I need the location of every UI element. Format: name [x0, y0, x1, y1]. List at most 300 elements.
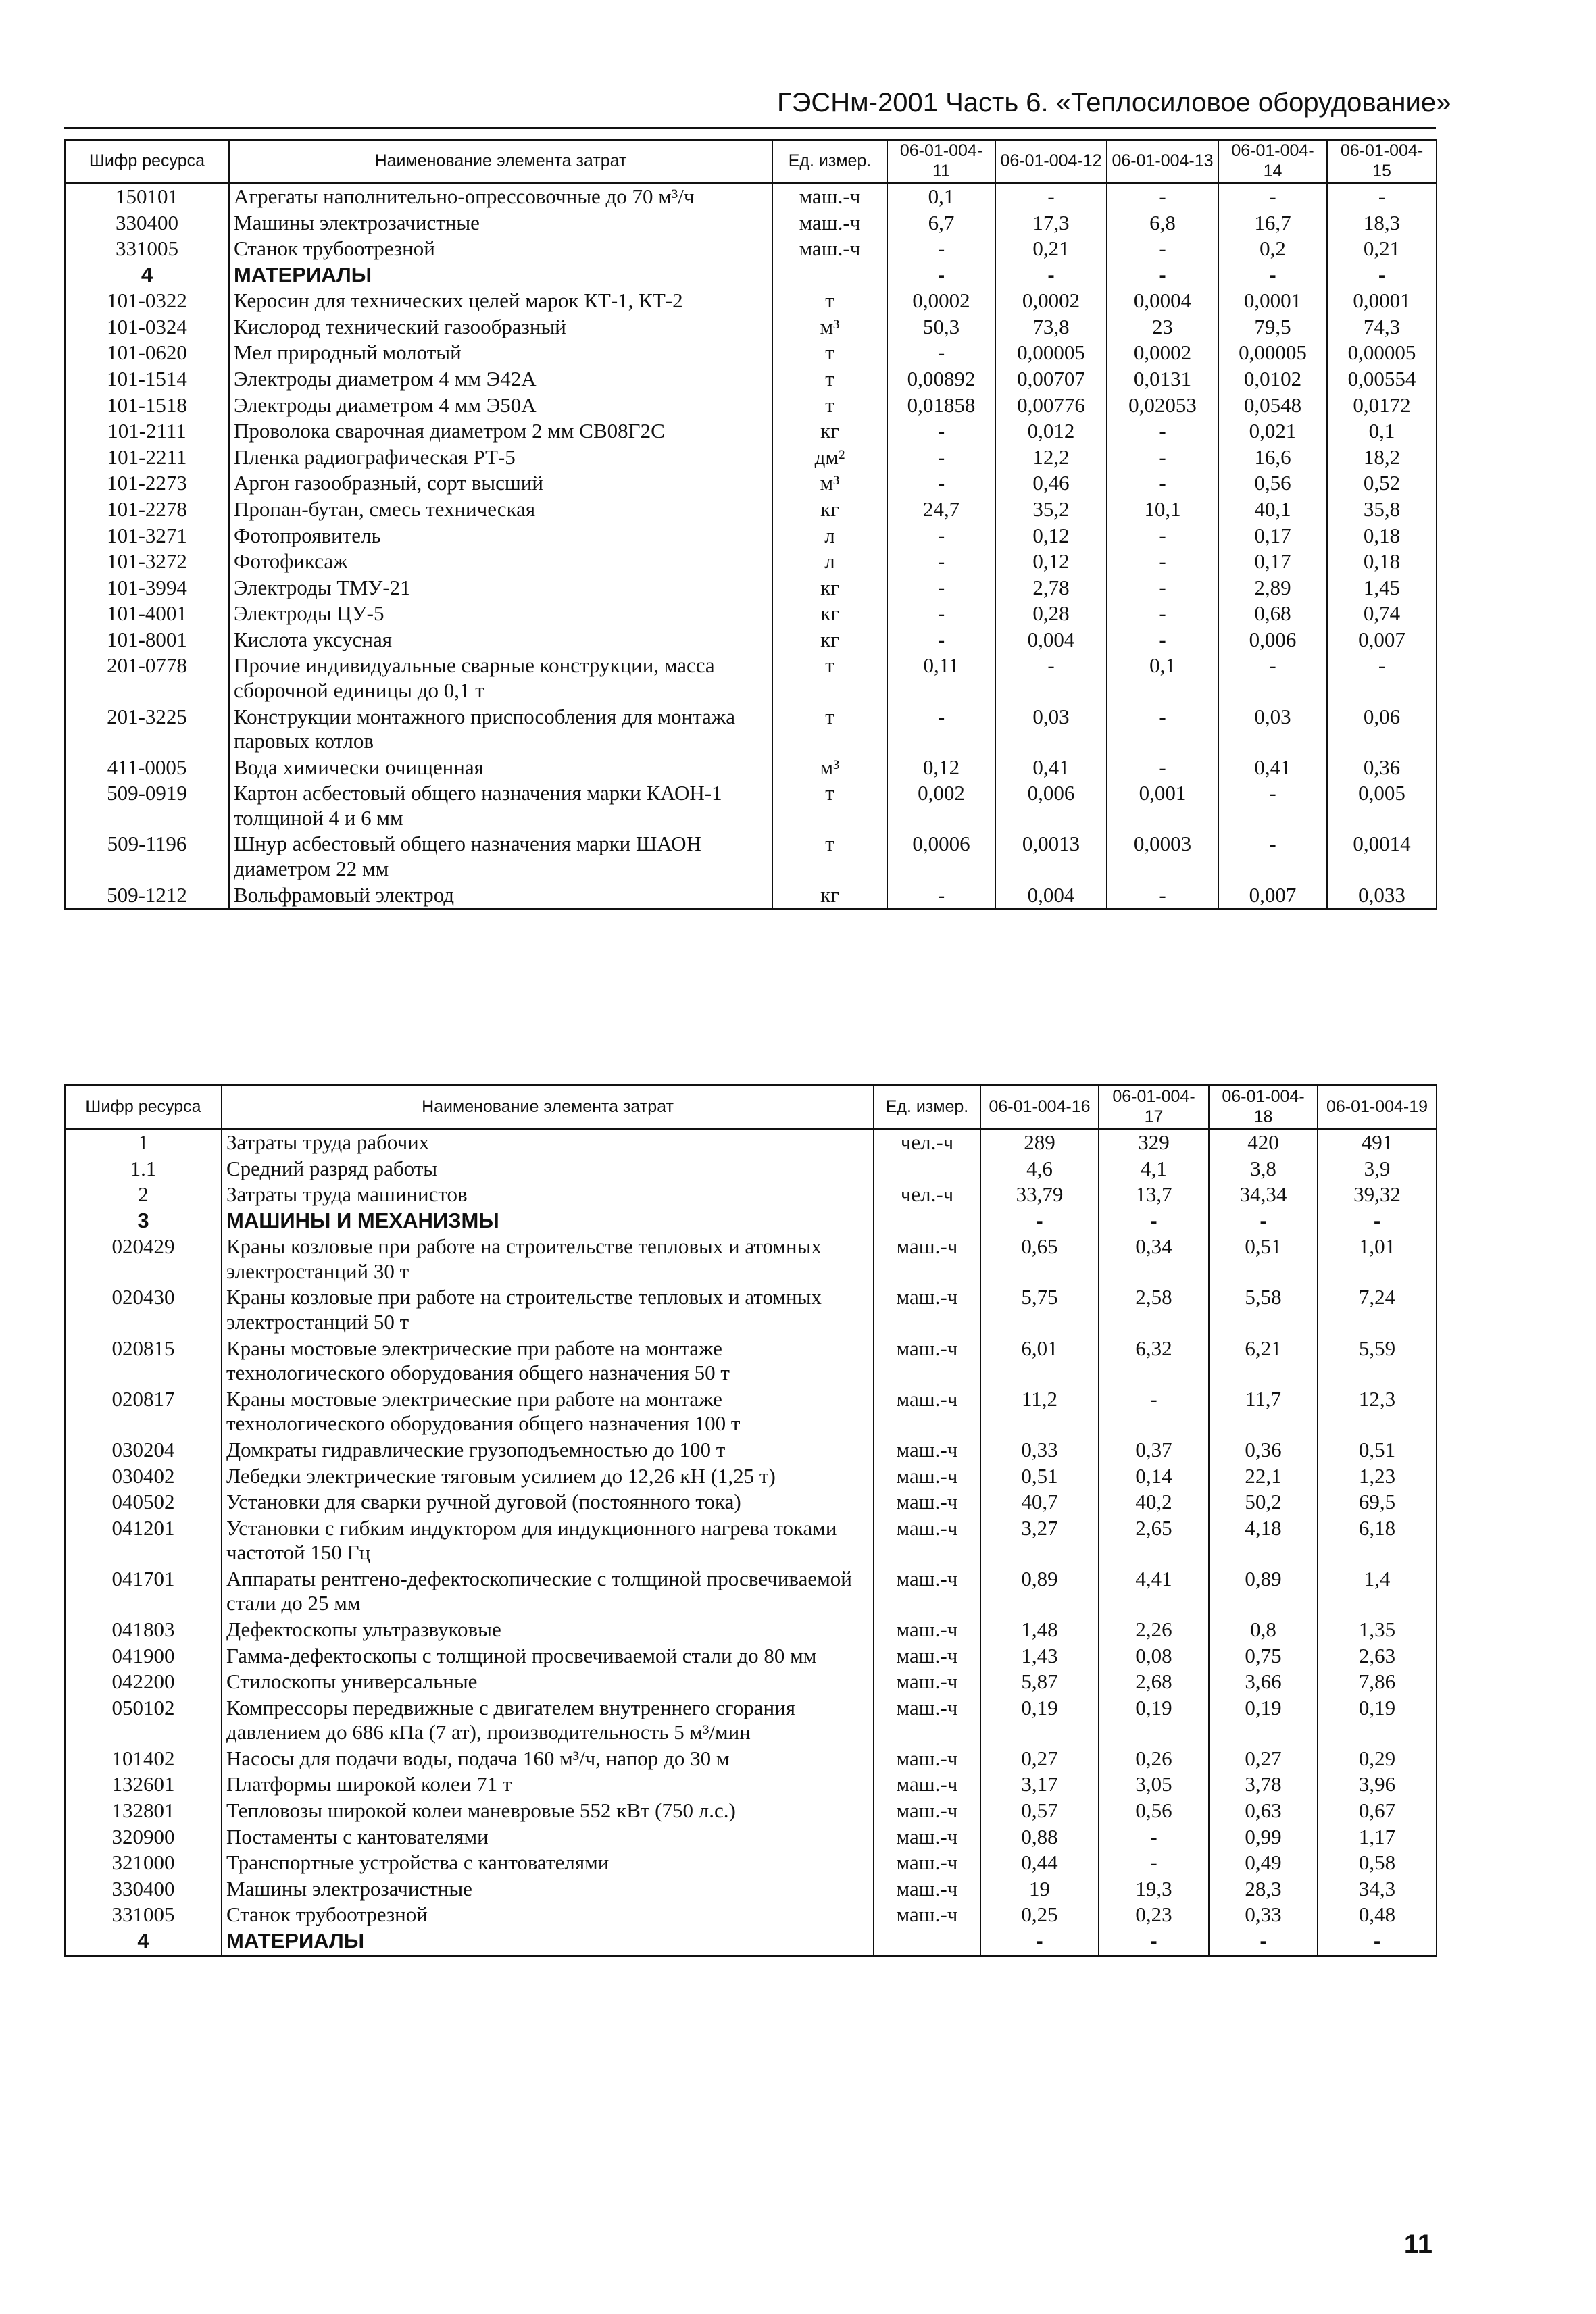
unit-cell: маш.-ч	[874, 1902, 980, 1928]
norm-value-cell: 0,002	[887, 780, 995, 831]
unit-cell: маш.-ч	[874, 1617, 980, 1643]
cost-element-name-cell: Компрессоры передвижные с двигателем внутреннего сгорания давлением до 686 кПа (7 ат), производительность 5 м³/мин	[222, 1695, 874, 1746]
unit-cell: кг	[772, 882, 887, 909]
cost-element-name-cell: Проволока сварочная диаметром 2 мм СВ08Г2С	[229, 418, 772, 445]
norm-value-cell: -	[1107, 549, 1218, 575]
norm-value-cell: 0,033	[1327, 882, 1437, 909]
table-row	[65, 1902, 1437, 1928]
resource-code-cell: 101402	[65, 1746, 222, 1772]
norm-value-cell: 4,18	[1209, 1515, 1318, 1566]
norm-value-cell: 0,51	[1318, 1437, 1437, 1463]
table-row	[65, 1234, 1437, 1284]
norm-value-cell: 3,9	[1318, 1156, 1437, 1182]
unit-cell: маш.-ч	[874, 1643, 980, 1669]
table-row	[65, 183, 1437, 210]
table-header-row	[65, 140, 1437, 183]
norm-value-cell: 0,23	[1099, 1902, 1209, 1928]
col-header-norm-code: 06-01-004-12	[995, 140, 1107, 183]
norm-value-cell: 0,46	[995, 470, 1107, 497]
unit-cell: маш.-ч	[874, 1386, 980, 1437]
norm-value-cell: -	[1107, 236, 1218, 262]
resource-code-cell: 020429	[65, 1234, 222, 1284]
page-number: 11	[1403, 2230, 1432, 2259]
norm-value-cell: 0,0003	[1107, 831, 1218, 882]
resource-code-cell: 020815	[65, 1336, 222, 1386]
norm-value-cell: 0,00892	[887, 366, 995, 393]
resource-code-cell: 509-0919	[65, 780, 229, 831]
norm-value-cell: -	[1327, 653, 1437, 703]
norm-value-cell: -	[980, 1928, 1099, 1955]
norm-value-cell: 39,32	[1318, 1182, 1437, 1208]
norm-value-cell: -	[1107, 601, 1218, 627]
norm-value-cell: 6,18	[1318, 1515, 1437, 1566]
table-row	[65, 1566, 1437, 1617]
norm-value-cell: 11,2	[980, 1386, 1099, 1437]
norm-value-cell: -	[1327, 262, 1437, 288]
cost-element-name-cell: Электроды ЦУ-5	[229, 601, 772, 627]
unit-cell: маш.-ч	[874, 1850, 980, 1876]
norm-value-cell: 40,1	[1218, 497, 1327, 523]
unit-cell	[772, 262, 887, 288]
table-row	[65, 601, 1437, 627]
norm-value-cell: 0,0002	[887, 288, 995, 314]
norm-value-cell: 0,0172	[1327, 393, 1437, 419]
resource-code-cell: 2	[65, 1182, 222, 1208]
norm-value-cell: 0,52	[1327, 470, 1437, 497]
norm-value-cell: 7,86	[1318, 1669, 1437, 1695]
table-row	[65, 1746, 1437, 1772]
norm-value-cell: 3,96	[1318, 1771, 1437, 1798]
norm-value-cell: 0,21	[995, 236, 1107, 262]
norm-value-cell: 0,26	[1099, 1746, 1209, 1772]
table-row	[65, 470, 1437, 497]
norm-value-cell: 0,012	[995, 418, 1107, 445]
norm-value-cell: 0,1	[1107, 653, 1218, 703]
cost-element-name-cell: Пленка радиографическая РТ-5	[229, 445, 772, 471]
norm-value-cell: 0,18	[1327, 549, 1437, 575]
norm-value-cell: -	[1099, 1208, 1209, 1234]
norm-value-cell: 0,006	[995, 780, 1107, 831]
norm-value-cell: 1,01	[1318, 1234, 1437, 1284]
cost-element-name-cell: МАТЕРИАЛЫ	[222, 1928, 874, 1955]
norm-value-cell: -	[1107, 445, 1218, 471]
cost-element-name-cell: Гамма-дефектоскопы с толщиной просвечиваемой стали до 80 мм	[222, 1643, 874, 1669]
norm-value-cell: -	[887, 262, 995, 288]
norm-value-cell: 11,7	[1209, 1386, 1318, 1437]
norm-value-cell: 0,005	[1327, 780, 1437, 831]
col-header-resource-code: Шифр ресурса	[65, 1086, 222, 1129]
resource-code-cell: 050102	[65, 1695, 222, 1746]
norm-value-cell: 0,00776	[995, 393, 1107, 419]
norm-value-cell: 6,21	[1209, 1336, 1318, 1386]
norm-value-cell: -	[1209, 1928, 1318, 1955]
table-row	[65, 1643, 1437, 1669]
norm-value-cell: 0,0004	[1107, 288, 1218, 314]
resource-code-cell: 041701	[65, 1566, 222, 1617]
norm-value-cell: 0,33	[1209, 1902, 1318, 1928]
unit-cell: кг	[772, 497, 887, 523]
norm-value-cell: -	[887, 523, 995, 549]
unit-cell: маш.-ч	[874, 1746, 980, 1772]
norm-value-cell: 50,2	[1209, 1489, 1318, 1515]
cost-element-name-cell: Кислород технический газообразный	[229, 314, 772, 341]
unit-cell: т	[772, 366, 887, 393]
table-row	[65, 1156, 1437, 1182]
table-row	[65, 236, 1437, 262]
cost-element-name-cell: Прочие индивидуальные сварные конструкции, масса сборочной единицы до 0,1 т	[229, 653, 772, 703]
norm-value-cell: 2,63	[1318, 1643, 1437, 1669]
table-row	[65, 340, 1437, 366]
cost-element-name-cell: Станок трубоотрезной	[222, 1902, 874, 1928]
norm-value-cell: 74,3	[1327, 314, 1437, 341]
cost-element-name-cell: Вольфрамовый электрод	[229, 882, 772, 909]
norm-value-cell: 18,2	[1327, 445, 1437, 471]
norm-value-cell: -	[1327, 183, 1437, 210]
table-row	[65, 366, 1437, 393]
unit-cell: маш.-ч	[874, 1336, 980, 1386]
norm-value-cell: 0,006	[1218, 627, 1327, 653]
table-row	[65, 882, 1437, 909]
norm-value-cell: -	[1099, 1386, 1209, 1437]
table-row	[65, 627, 1437, 653]
resource-code-cell: 509-1212	[65, 882, 229, 909]
table-row	[65, 1798, 1437, 1824]
unit-cell: т	[772, 704, 887, 755]
norm-value-cell: 4,1	[1099, 1156, 1209, 1182]
col-header-norm-code: 06-01-004-14	[1218, 140, 1327, 183]
col-header-norm-code: 06-01-004-17	[1099, 1086, 1209, 1129]
norm-value-cell: 0,12	[995, 549, 1107, 575]
resource-code-cell: 041900	[65, 1643, 222, 1669]
norm-value-cell: 0,19	[1209, 1695, 1318, 1746]
norm-value-cell: 34,34	[1209, 1182, 1318, 1208]
norm-value-cell: 0,0102	[1218, 366, 1327, 393]
norm-value-cell: 6,8	[1107, 210, 1218, 236]
header-rule	[64, 127, 1436, 129]
table-row	[65, 445, 1437, 471]
unit-cell: т	[772, 780, 887, 831]
resource-code-cell: 041803	[65, 1617, 222, 1643]
unit-cell: чел.-ч	[874, 1129, 980, 1156]
norm-value-cell: 3,05	[1099, 1771, 1209, 1798]
cost-element-name-cell: Аргон газообразный, сорт высший	[229, 470, 772, 497]
table-row	[65, 393, 1437, 419]
norm-value-cell: 4,6	[980, 1156, 1099, 1182]
norm-value-cell: 0,03	[995, 704, 1107, 755]
norm-value-cell: 0,001	[1107, 780, 1218, 831]
resource-code-cell: 321000	[65, 1850, 222, 1876]
resource-code-cell: 020817	[65, 1386, 222, 1437]
unit-cell: чел.-ч	[874, 1182, 980, 1208]
norm-value-cell: 0,06	[1327, 704, 1437, 755]
norm-value-cell: -	[887, 627, 995, 653]
norm-value-cell: 12,2	[995, 445, 1107, 471]
norm-value-cell: 5,58	[1209, 1284, 1318, 1335]
norm-value-cell: 0,29	[1318, 1746, 1437, 1772]
norm-value-cell: -	[887, 882, 995, 909]
norm-value-cell: 0,36	[1209, 1437, 1318, 1463]
unit-cell: маш.-ч	[772, 236, 887, 262]
resource-code-cell: 330400	[65, 210, 229, 236]
col-header-unit: Ед. измер.	[874, 1086, 980, 1129]
unit-cell: маш.-ч	[874, 1234, 980, 1284]
col-header-cost-element-name: Наименование элемента затрат	[222, 1086, 874, 1129]
resource-code-cell: 150101	[65, 183, 229, 210]
norm-value-cell: 0,00005	[1327, 340, 1437, 366]
table-row	[65, 497, 1437, 523]
unit-cell: м³	[772, 470, 887, 497]
norm-value-cell: 0,17	[1218, 549, 1327, 575]
resource-code-cell: 331005	[65, 1902, 222, 1928]
norm-value-cell: 0,51	[1209, 1234, 1318, 1284]
resource-code-cell: 101-8001	[65, 627, 229, 653]
norm-value-cell: 40,2	[1099, 1489, 1209, 1515]
unit-cell: маш.-ч	[874, 1437, 980, 1463]
cost-element-name-cell: МАТЕРИАЛЫ	[229, 262, 772, 288]
norm-value-cell: -	[1318, 1208, 1437, 1234]
cost-element-name-cell: МАШИНЫ И МЕХАНИЗМЫ	[222, 1208, 874, 1234]
norm-value-cell: -	[1107, 262, 1218, 288]
section-row	[65, 262, 1437, 288]
resource-code-cell: 201-0778	[65, 653, 229, 703]
norm-value-cell: 0,67	[1318, 1798, 1437, 1824]
norm-value-cell: -	[887, 575, 995, 601]
table-row	[65, 1463, 1437, 1490]
norm-value-cell: 0,41	[995, 755, 1107, 781]
norm-value-cell: 16,7	[1218, 210, 1327, 236]
norm-value-cell: 3,78	[1209, 1771, 1318, 1798]
table-row	[65, 1182, 1437, 1208]
norm-value-cell: 0,89	[980, 1566, 1099, 1617]
col-header-norm-code: 06-01-004-11	[887, 140, 995, 183]
unit-cell	[874, 1928, 980, 1955]
norm-value-cell: -	[980, 1208, 1099, 1234]
col-header-norm-code: 06-01-004-18	[1209, 1086, 1318, 1129]
norm-value-cell: 3,17	[980, 1771, 1099, 1798]
norm-value-cell: 1,48	[980, 1617, 1099, 1643]
cost-element-name-cell: Лебедки электрические тяговым усилием до 12,26 кН (1,25 т)	[222, 1463, 874, 1490]
cost-element-name-cell: Дефектоскопы ультразвуковые	[222, 1617, 874, 1643]
norm-value-cell: -	[1107, 470, 1218, 497]
cost-element-name-cell: Транспортные устройства с кантователями	[222, 1850, 874, 1876]
norm-value-cell: 0,021	[1218, 418, 1327, 445]
norm-value-cell: -	[1218, 262, 1327, 288]
norm-value-cell: -	[1318, 1928, 1437, 1955]
norm-value-cell: 0,8	[1209, 1617, 1318, 1643]
cost-element-name-cell: Тепловозы широкой колеи маневровые 552 кВт (750 л.с.)	[222, 1798, 874, 1824]
table-row	[65, 314, 1437, 341]
unit-cell: маш.-ч	[772, 183, 887, 210]
norm-value-cell: 0,88	[980, 1824, 1099, 1851]
document-header-title: ГЭСНм-2001 Часть 6. «Теплосиловое оборудование»	[777, 88, 1451, 118]
norm-value-cell: -	[887, 601, 995, 627]
cost-element-name-cell: Краны козловые при работе на строительстве тепловых и атомных электростанций 30 т	[222, 1234, 874, 1284]
table-row	[65, 1771, 1437, 1798]
cost-element-name-cell: Электроды ТМУ-21	[229, 575, 772, 601]
norm-value-cell: 0,00707	[995, 366, 1107, 393]
cost-element-name-cell: Платформы широкой колеи 71 т	[222, 1771, 874, 1798]
norm-value-cell: 0,51	[980, 1463, 1099, 1490]
table-row	[65, 418, 1437, 445]
resource-code-cell: 1.1	[65, 1156, 222, 1182]
norm-value-cell: 33,79	[980, 1182, 1099, 1208]
resource-code-cell: 509-1196	[65, 831, 229, 882]
norm-value-cell: 69,5	[1318, 1489, 1437, 1515]
resource-code-cell: 411-0005	[65, 755, 229, 781]
resource-code-cell: 3	[65, 1208, 222, 1234]
norm-value-cell: 0,0001	[1218, 288, 1327, 314]
resource-code-cell: 101-2211	[65, 445, 229, 471]
table-row	[65, 523, 1437, 549]
norm-value-cell: 0,00005	[995, 340, 1107, 366]
unit-cell: маш.-ч	[874, 1489, 980, 1515]
norm-value-cell: -	[1107, 523, 1218, 549]
norm-value-cell: 0,00554	[1327, 366, 1437, 393]
norm-value-cell: 0,18	[1327, 523, 1437, 549]
cost-element-name-cell: Машины электрозачистные	[229, 210, 772, 236]
norm-value-cell: 0,2	[1218, 236, 1327, 262]
norm-value-cell: 491	[1318, 1129, 1437, 1156]
norm-value-cell: 7,24	[1318, 1284, 1437, 1335]
norm-value-cell: -	[887, 704, 995, 755]
norm-value-cell: 0,0002	[995, 288, 1107, 314]
norm-value-cell: 0,0014	[1327, 831, 1437, 882]
resource-code-cell: 041201	[65, 1515, 222, 1566]
section-row	[65, 1208, 1437, 1234]
norm-value-cell: 1,4	[1318, 1566, 1437, 1617]
norm-value-cell: 0,1	[887, 183, 995, 210]
unit-cell: маш.-ч	[874, 1669, 980, 1695]
norm-value-cell: 0,0131	[1107, 366, 1218, 393]
cost-element-name-cell: Краны мостовые электрические при работе на монтаже технологического оборудования общего назначения 50 т	[222, 1336, 874, 1386]
unit-cell: маш.-ч	[772, 210, 887, 236]
resource-code-cell: 1	[65, 1129, 222, 1156]
norm-value-cell: -	[1218, 780, 1327, 831]
norm-value-cell: 1,43	[980, 1643, 1099, 1669]
unit-cell: маш.-ч	[874, 1463, 980, 1490]
norm-value-cell: -	[1107, 575, 1218, 601]
norm-value-cell: 0,03	[1218, 704, 1327, 755]
norm-value-cell: 3,27	[980, 1515, 1099, 1566]
norm-value-cell: 0,56	[1218, 470, 1327, 497]
norm-value-cell: 0,41	[1218, 755, 1327, 781]
norm-value-cell: 34,3	[1318, 1876, 1437, 1903]
norm-value-cell: 0,12	[887, 755, 995, 781]
norm-value-cell: 24,7	[887, 497, 995, 523]
table-row	[65, 1850, 1437, 1876]
norm-value-cell: 2,26	[1099, 1617, 1209, 1643]
norm-value-cell: 420	[1209, 1129, 1318, 1156]
norm-value-cell: 2,68	[1099, 1669, 1209, 1695]
norm-value-cell: 3,8	[1209, 1156, 1318, 1182]
norm-value-cell: 4,41	[1099, 1566, 1209, 1617]
cost-element-name-cell: Станок трубоотрезной	[229, 236, 772, 262]
norm-value-cell: -	[1107, 704, 1218, 755]
resource-code-cell: 330400	[65, 1876, 222, 1903]
norm-value-cell: -	[1107, 882, 1218, 909]
norm-value-cell: 79,5	[1218, 314, 1327, 341]
resource-code-cell: 101-0620	[65, 340, 229, 366]
norm-value-cell: 0,00005	[1218, 340, 1327, 366]
norm-value-cell: 28,3	[1209, 1876, 1318, 1903]
cost-element-name-cell: Постаменты с кантователями	[222, 1824, 874, 1851]
unit-cell: м³	[772, 755, 887, 781]
norm-value-cell: 2,65	[1099, 1515, 1209, 1566]
unit-cell: маш.-ч	[874, 1824, 980, 1851]
unit-cell: кг	[772, 575, 887, 601]
norm-value-cell: 0,12	[995, 523, 1107, 549]
norm-value-cell: -	[995, 183, 1107, 210]
norm-value-cell: 40,7	[980, 1489, 1099, 1515]
cost-element-name-cell: Фотопроявитель	[229, 523, 772, 549]
unit-cell: л	[772, 523, 887, 549]
cost-element-name-cell: Мел природный молотый	[229, 340, 772, 366]
norm-value-cell: -	[887, 340, 995, 366]
table-row	[65, 1129, 1437, 1156]
norm-value-cell: 0,004	[995, 882, 1107, 909]
unit-cell: маш.-ч	[874, 1798, 980, 1824]
cost-element-name-cell: Затраты труда рабочих	[222, 1129, 874, 1156]
resource-code-cell: 4	[65, 1928, 222, 1955]
norm-value-cell: 0,37	[1099, 1437, 1209, 1463]
resource-code-cell: 201-3225	[65, 704, 229, 755]
table-row	[65, 755, 1437, 781]
norm-value-cell: -	[1107, 183, 1218, 210]
norm-value-cell: -	[1107, 418, 1218, 445]
resource-code-cell: 132801	[65, 1798, 222, 1824]
cost-element-name-cell: Средний разряд работы	[222, 1156, 874, 1182]
norm-value-cell: 0,25	[980, 1902, 1099, 1928]
cost-element-name-cell: Установки с гибким индуктором для индукционного нагрева токами частотой 150 Гц	[222, 1515, 874, 1566]
norm-value-cell: -	[1107, 755, 1218, 781]
norm-value-cell: -	[1218, 653, 1327, 703]
norm-value-cell: -	[1099, 1850, 1209, 1876]
norm-value-cell: 0,004	[995, 627, 1107, 653]
unit-cell: кг	[772, 627, 887, 653]
norm-value-cell: 17,3	[995, 210, 1107, 236]
table-row	[65, 780, 1437, 831]
unit-cell	[874, 1208, 980, 1234]
norm-value-cell: 16,6	[1218, 445, 1327, 471]
unit-cell: т	[772, 831, 887, 882]
norm-value-cell: 2,89	[1218, 575, 1327, 601]
norm-value-cell: -	[1218, 831, 1327, 882]
resource-code-cell: 101-2278	[65, 497, 229, 523]
unit-cell: маш.-ч	[874, 1566, 980, 1617]
cost-element-name-cell: Кислота уксусная	[229, 627, 772, 653]
norm-value-cell: 0,007	[1218, 882, 1327, 909]
norm-value-cell: 2,78	[995, 575, 1107, 601]
norm-value-cell: 0,44	[980, 1850, 1099, 1876]
resource-code-cell: 101-3994	[65, 575, 229, 601]
unit-cell: маш.-ч	[874, 1695, 980, 1746]
norm-value-cell: 0,19	[1099, 1695, 1209, 1746]
unit-cell: т	[772, 393, 887, 419]
table-row	[65, 653, 1437, 703]
norm-value-cell: 5,75	[980, 1284, 1099, 1335]
unit-cell: маш.-ч	[874, 1284, 980, 1335]
norm-value-cell: 0,0548	[1218, 393, 1327, 419]
resource-code-cell: 101-3272	[65, 549, 229, 575]
norm-value-cell: 0,17	[1218, 523, 1327, 549]
resource-code-cell: 101-1518	[65, 393, 229, 419]
norm-value-cell: 0,74	[1327, 601, 1437, 627]
norm-value-cell: 0,27	[980, 1746, 1099, 1772]
cost-element-name-cell: Картон асбестовый общего назначения марки КАОН-1 толщиной 4 и 6 мм	[229, 780, 772, 831]
norm-value-cell: 1,17	[1318, 1824, 1437, 1851]
norm-value-cell: 1,35	[1318, 1617, 1437, 1643]
cost-element-name-cell: Керосин для технических целей марок КТ-1, КТ-2	[229, 288, 772, 314]
